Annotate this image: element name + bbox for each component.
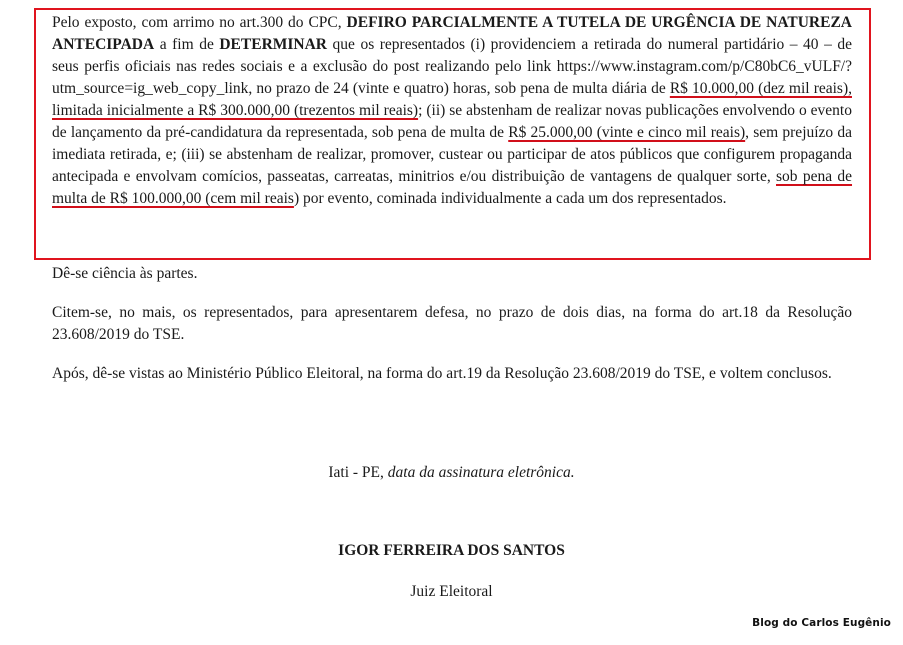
decision-text-1: Pelo exposto, com arrimo no art.300 do CPC, xyxy=(52,14,347,31)
judge-name: IGOR FERREIRA DOS SANTOS xyxy=(338,542,565,559)
vistas-paragraph: Após, dê-se vistas ao Ministério Público Eleitoral, na forma do art.19 da Resolução 23.608/2019 do TSE, e voltem conclusos. xyxy=(52,365,832,382)
decision-text-6: ) por evento, cominada individualmente a cada um dos representados. xyxy=(293,190,727,207)
place-date-line xyxy=(0,464,903,482)
place-text: Iati - PE, xyxy=(328,464,388,481)
decision-text-4: ; (ii) se abstenham de realizar novas publicações envolvendo o evento de lançamento da pré-candidatura da representada, sob pena de multa de xyxy=(52,102,852,141)
date-text: data da assinatura eletrônica. xyxy=(387,464,575,481)
decision-text-3: que os representados (i) providenciem a retirada do numeral partidário – 40 – de seus perfis oficiais nas redes sociais e a exclusão do post realizando pelo link https://www.instagram.com/p/C80bC6_vULF/?utm_source=ig_web_copy_link, no prazo de 24 (vinte e quatro) horas, sob pena de multa diária de xyxy=(52,36,852,97)
underlined-fine-2: R$ 25.000,00 (vinte e cinco mil reais) xyxy=(508,124,746,141)
decision-bold-1: DEFIRO PARCIALMENTE A TUTELA DE URGÊNCIA DE NATUREZA ANTECIPADA xyxy=(52,14,852,53)
judge-role: Juiz Eleitoral xyxy=(410,583,493,600)
citacao-paragraph: Citem-se, no mais, os representados, para apresentarem defesa, no prazo de dois dias, na forma do art.18 da Resolução 23.608/2019 do TSE. xyxy=(52,304,852,343)
decision-bold-2: DETERMINAR xyxy=(219,36,328,53)
underlined-fine-1: R$ 10.000,00 (dez mil reais), limitada inicialmente a R$ 300.000,00 (trezentos mil reais) xyxy=(52,80,852,119)
ciencia-paragraph: Dê-se ciência às partes. xyxy=(52,265,198,282)
decision-text-2: a fim de xyxy=(154,36,220,53)
decision-text-5: , sem prejuízo da imediata retirada, e; (iii) se abstenham de realizar, promover, custear ou participar de atos públicos que configurem propaganda antecipada e envolvam comícios, passeatas, carreatas, minitrios e/ou distribuição de vantagens de qualquer sorte, xyxy=(52,124,853,185)
decision-paragraph xyxy=(52,12,852,210)
watermark: Blog do Carlos Eugênio xyxy=(752,617,891,629)
underlined-fine-3: sob pena de multa de R$ 100.000,00 (cem mil reais xyxy=(52,168,853,207)
